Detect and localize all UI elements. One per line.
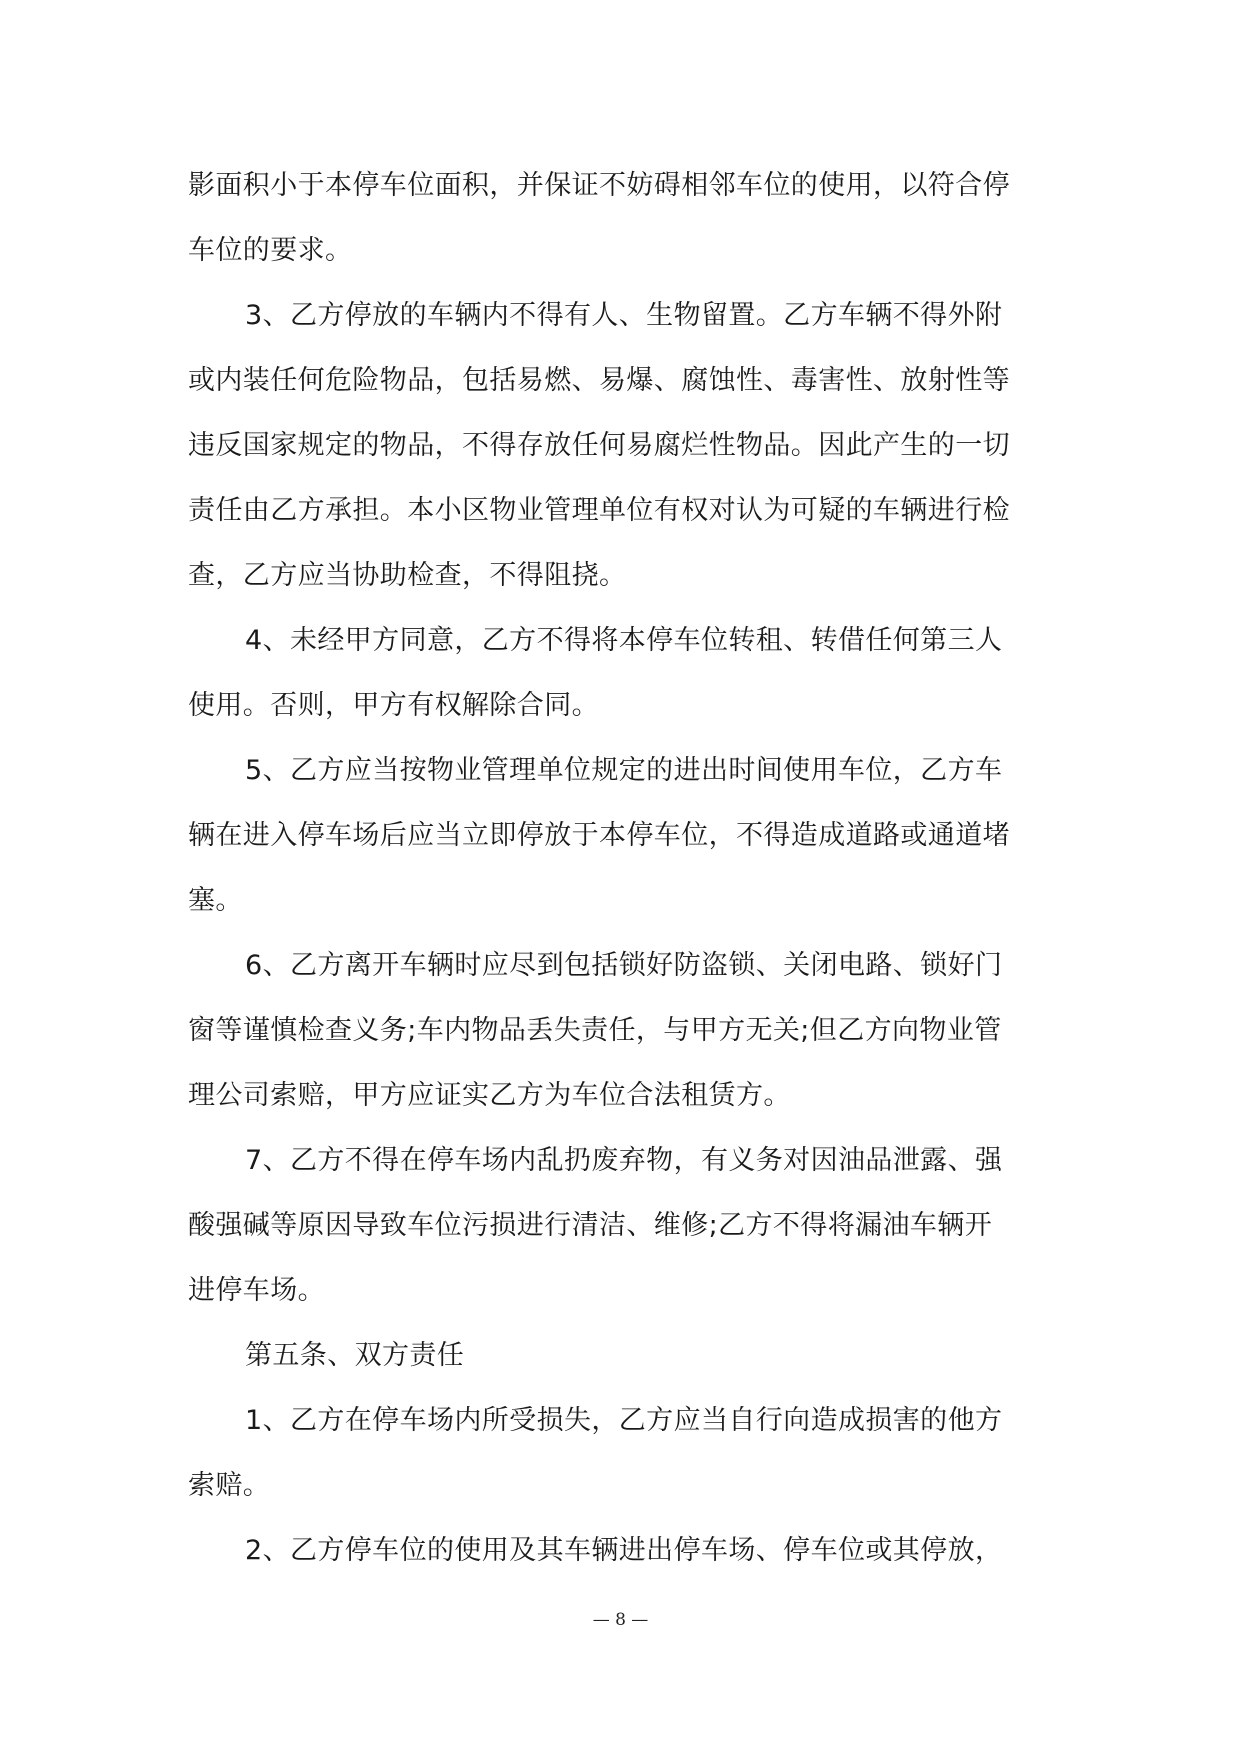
text-line: 1、乙方在停车场内所受损失，乙方应当自行向造成损害的他方: [245, 1405, 1003, 1436]
text-line: 使用。否则，甲方有权解除合同。: [188, 690, 599, 721]
text-line: 责任由乙方承担。本小区物业管理单位有权对认为可疑的车辆进行检: [188, 495, 1010, 526]
text-line: 辆在进入停车场后应当立即停放于本停车位，不得造成道路或通道堵: [188, 820, 1010, 851]
text-line: 酸强碱等原因导致车位污损进行清洁、维修;乙方不得将漏油车辆开: [188, 1210, 993, 1241]
text-line: 窗等谨慎检查义务;车内物品丢失责任，与甲方无关;但乙方向物业管: [188, 1015, 1002, 1046]
text-line: 进停车场。: [188, 1275, 325, 1306]
text-line: 5、乙方应当按物业管理单位规定的进出时间使用车位，乙方车: [245, 755, 1003, 786]
text-line: 6、乙方离开车辆时应尽到包括锁好防盗锁、关闭电路、锁好门: [245, 950, 1003, 981]
section-heading: 第五条、双方责任: [245, 1340, 465, 1371]
page-number: — 8 —: [592, 1610, 649, 1630]
text-line: 4、未经甲方同意，乙方不得将本停车位转租、转借任何第三人: [245, 625, 1003, 656]
text-line: 车位的要求。: [188, 235, 353, 266]
text-line: 索赔。: [188, 1470, 271, 1501]
text-line: 理公司索赔，甲方应证实乙方为车位合法租赁方。: [188, 1080, 791, 1111]
text-line: 7、乙方不得在停车场内乱扔废弃物，有义务对因油品泄露、强: [245, 1145, 1003, 1176]
text-line: 违反国家规定的物品，不得存放任何易腐烂性物品。因此产生的一切: [188, 430, 1010, 461]
text-line: 查，乙方应当协助检查，不得阻挠。: [188, 560, 627, 591]
text-line: 影面积小于本停车位面积，并保证不妨碍相邻车位的使用，以符合停: [188, 170, 1010, 201]
document-body: [188, 153, 1058, 1583]
text-line: 塞。: [188, 885, 243, 916]
text-line: 2、乙方停车位的使用及其车辆进出停车场、停车位或其停放，: [245, 1535, 1003, 1566]
text-line: 或内装任何危险物品，包括易燃、易爆、腐蚀性、毒害性、放射性等: [188, 365, 1010, 396]
text-line: 3、乙方停放的车辆内不得有人、生物留置。乙方车辆不得外附: [245, 300, 1003, 331]
